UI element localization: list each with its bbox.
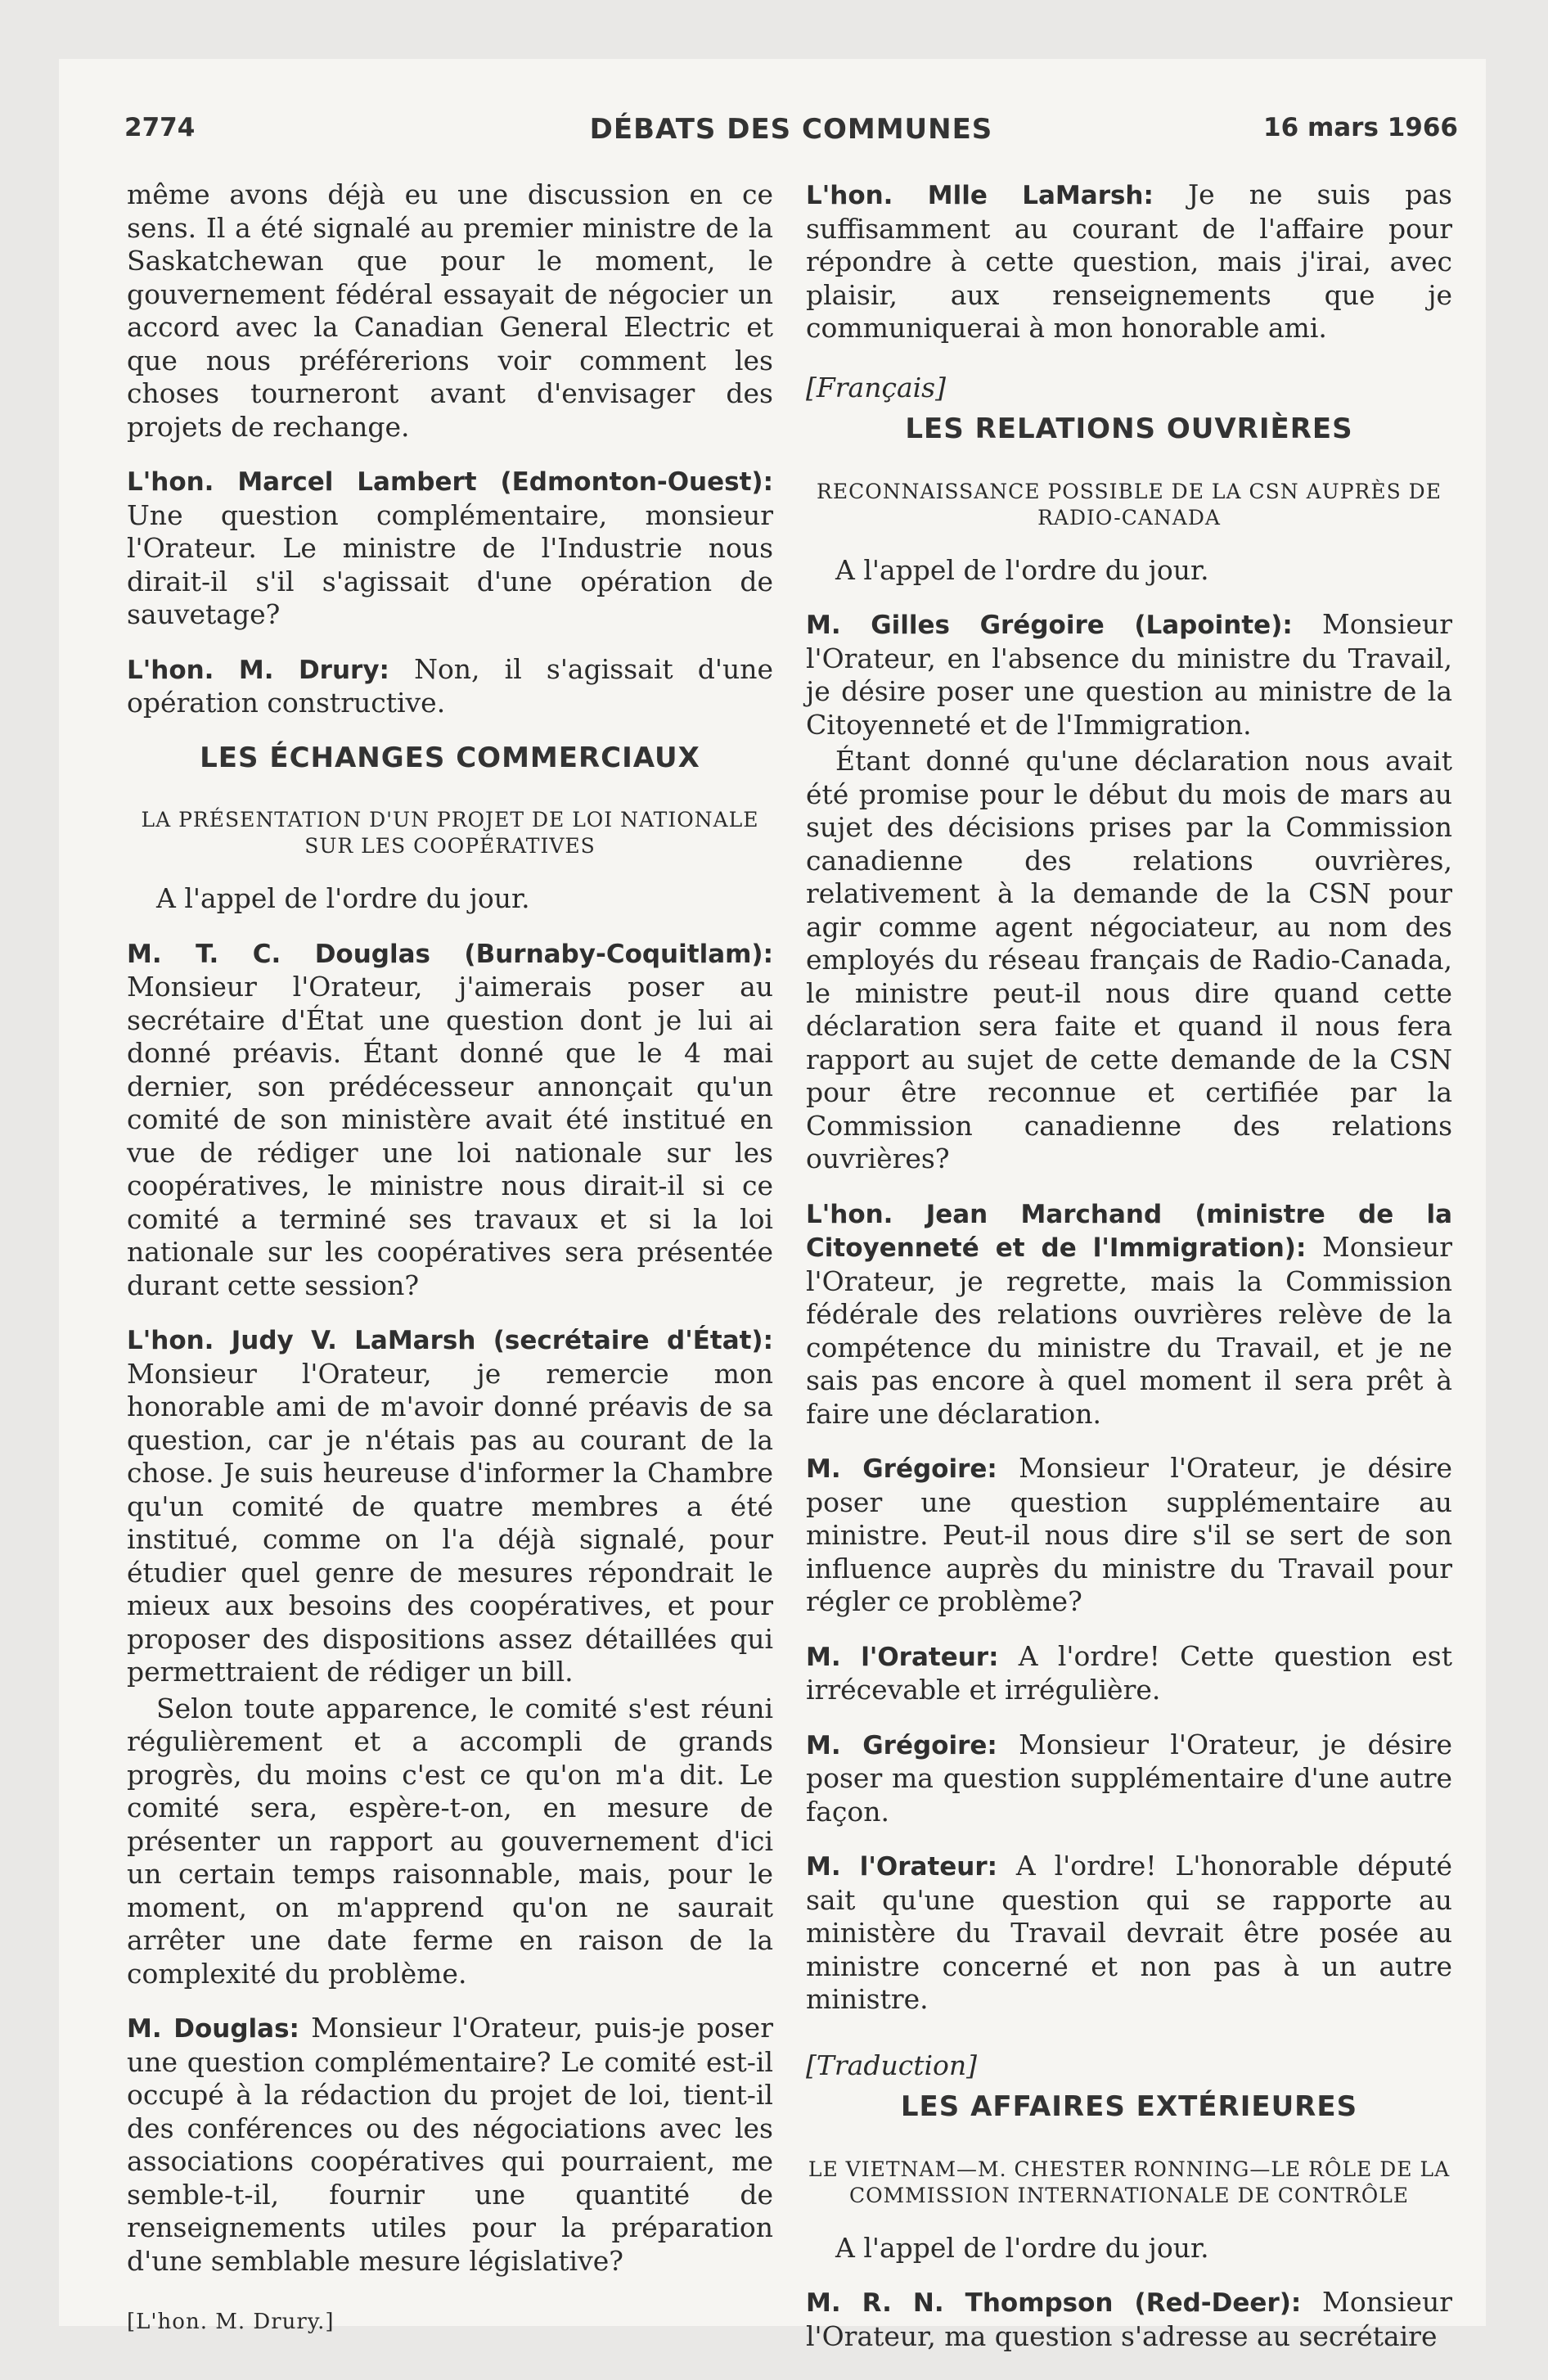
speech-text: Monsieur l'Orateur, je désire poser ma question supplémentaire d'une autre façon. <box>806 1728 1452 1828</box>
paragraph <box>127 937 773 1303</box>
paragraph <box>806 2286 1452 2353</box>
paragraph <box>806 1729 1452 1829</box>
speaker-name: M. Gilles Grégoire (Lapointe): <box>806 611 1293 640</box>
speaker-name: M. Grégoire: <box>806 1730 997 1760</box>
publication-title: DÉBATS DES COMMUNES <box>589 113 993 146</box>
section-heading: LES RELATIONS OUVRIÈRES <box>905 412 1353 445</box>
order-of-day: A l'appel de l'ordre du jour. <box>835 2231 1209 2264</box>
speaker-name: M. Douglas: <box>127 2014 299 2044</box>
page-reference: [L'hon. M. Drury.] <box>127 2310 335 2334</box>
order-of-day: A l'appel de l'ordre du jour. <box>156 882 530 914</box>
speaker-name: M. l'Orateur: <box>806 1642 999 1672</box>
paragraph <box>127 1323 773 1689</box>
speech-text: Monsieur l'Orateur, je remercie mon honorable ami de m'avoir donné préavis de sa question, car je n'étais pas au courant de la chose. Je suis heureuse d'informer la Chambre qu'un comité de quatre membres a été institué, comme on l'a déjà signalé, pour étudier quel genre de mesures répondrait le mieux aux besoins des coopératives, et pour proposer des dispositions assez détaillées qui permettraient de rédiger un bill. <box>127 1357 773 1688</box>
right-column <box>806 178 1452 2353</box>
speaker-name: M. R. N. Thompson (Red-Deer): <box>806 2288 1302 2318</box>
paragraph <box>806 608 1452 741</box>
speech-text: A l'ordre! L'honorable député sait qu'une question qui se rapporte au ministère du Travail devrait être posée au ministre concerné et non pas à un autre ministre. <box>806 1850 1452 2015</box>
left-column <box>127 178 773 2339</box>
speaker-name: L'hon. Mlle LaMarsh: <box>806 181 1154 210</box>
speech-text: A l'ordre! Cette question est irrécevable et irrégulière. <box>806 1639 1452 1706</box>
speech-text: Monsieur l'Orateur, je regrette, mais la Commission fédérale des relations ouvrières relève de la compétence du ministre du Travail, et je ne sais pas encore à quel moment il sera prêt à faire une déclaration. <box>806 1231 1453 1430</box>
running-header <box>124 113 1458 162</box>
paragraph <box>806 1452 1452 1619</box>
speaker-name: L'hon. Marcel Lambert (Edmonton-Ouest): <box>127 467 773 497</box>
paragraph <box>127 2012 773 2278</box>
section-subheading: RECONNAISSANCE POSSIBLE DE LA CSN AUPRÈS DE RADIO-CANADA <box>817 479 1442 530</box>
paragraph: Selon toute apparence, le comité s'est réuni régulièrement et a accompli de grands progrès, du moins c'est ce qu'on m'a dit. Le comité sera, espère-t-on, en mesure de présenter un rapport au gouvernement d'ici un certain temps raisonnable, mais, pour le moment, on m'apprend qu'on ne saurait arrêter une date ferme en raison de la complexité du problème. <box>127 1692 773 1990</box>
language-tag: [Français] <box>806 371 946 403</box>
speech-text: Monsieur l'Orateur, en l'absence du ministre du Travail, je désire poser une question au ministre de la Citoyenneté et de l'Immigration. <box>806 608 1452 741</box>
section-subheading: LA PRÉSENTATION D'UN PROJET DE LOI NATIONALE SUR LES COOPÉRATIVES <box>141 808 759 858</box>
speaker-name: L'hon. M. Drury: <box>127 655 389 685</box>
issue-date: 16 mars 1966 <box>1263 113 1458 142</box>
speech-text: Monsieur l'Orateur, je désire poser une question supplémentaire au ministre. Peut-il nous dire s'il se sert de son influence auprès du ministre du Travail pour régler ce problème? <box>806 1452 1452 1617</box>
speech-text: Je ne suis pas suffisamment au courant de l'affaire pour répondre à cette question, mais j'irai, avec plaisir, aux renseignements que je communiquerai à mon honorable ami. <box>806 178 1452 344</box>
paragraph <box>806 1197 1452 1431</box>
section-heading: LES AFFAIRES EXTÉRIEURES <box>900 2090 1358 2123</box>
speech-text: Non, il s'agissait d'une opération constructive. <box>127 652 773 719</box>
section-subheading: LE VIETNAM—M. CHESTER RONNING—LE RÔLE DE LA COMMISSION INTERNATIONALE DE CONTRÔLE <box>808 2157 1451 2207</box>
language-tag: [Traduction] <box>806 2049 978 2081</box>
paragraph <box>127 653 773 720</box>
section-heading: LES ÉCHANGES COMMERCIAUX <box>200 741 700 774</box>
paragraph <box>806 1850 1452 2017</box>
speech-text: Monsieur l'Orateur, j'aimerais poser au secrétaire d'État une question dont je lui ai donné préavis. Étant donné que le 4 mai dernier, son prédécesseur annonçait qu'un comité de son ministère avait été institué en vue de rédiger une loi nationale sur les coopératives, le ministre nous dirait-il si ce comité a terminé ses travaux et si la loi nationale sur les coopératives sera présentée durant cette session? <box>127 971 773 1301</box>
page-number: 2774 <box>124 113 196 142</box>
order-of-day: A l'appel de l'ordre du jour. <box>835 553 1209 586</box>
speech-text: Monsieur l'Orateur, puis-je poser une question complémentaire? Le comité est-il occupé à la rédaction du projet de loi, tient-il des conférences ou des négociations avec les associations coopératives qui pourraient, me semble-t-il, fournir une quantité de renseignements utiles pour la préparation d'une semblable mesure législative? <box>127 2012 773 2277</box>
speaker-name: M. T. C. Douglas (Burnaby-Coquitlam): <box>127 939 773 969</box>
paragraph: Étant donné qu'une déclaration nous avait été promise pour le début du mois de mars au sujet des décisions prises par la Commission canadienne des relations ouvrières, relativement à la demande de la CSN pour agir comme agent négociateur, au nom des employés du réseau français de Radio-Canada, le ministre peut-il nous dire quand cette déclaration sera faite et quand il nous fera rapport au sujet de cette demande de la CSN pour être reconnue et certifiée par la Commission canadienne des relations ouvrières? <box>806 745 1452 1174</box>
speaker-name: L'hon. Jean Marchand (ministre de la Citoyenneté et de l'Immigration): <box>806 1199 1452 1263</box>
paragraph <box>806 1640 1452 1707</box>
paragraph <box>127 465 773 632</box>
paragraph: même avons déjà eu une discussion en ce sens. Il a été signalé au premier ministre de la Saskatchewan que pour le moment, le gouvernement fédéral essayait de négocier un accord avec la Canadian General Electric et que nous préférerions voir comment les choses tourneront avant d'envisager des projets de rechange. <box>127 178 773 443</box>
speech-text: Une question complémentaire, monsieur l'Orateur. Le ministre de l'Industrie nous dirait-il s'il s'agissait d'une opération de sauvetage? <box>127 498 773 630</box>
speaker-name: L'hon. Judy V. LaMarsh (secrétaire d'État): <box>127 1326 773 1355</box>
speaker-name: M. l'Orateur: <box>806 1852 998 1882</box>
speaker-name: M. Grégoire: <box>806 1454 997 1484</box>
paragraph <box>806 178 1452 345</box>
speech-text: Monsieur l'Orateur, ma question s'adresse au secrétaire <box>806 2286 1452 2352</box>
